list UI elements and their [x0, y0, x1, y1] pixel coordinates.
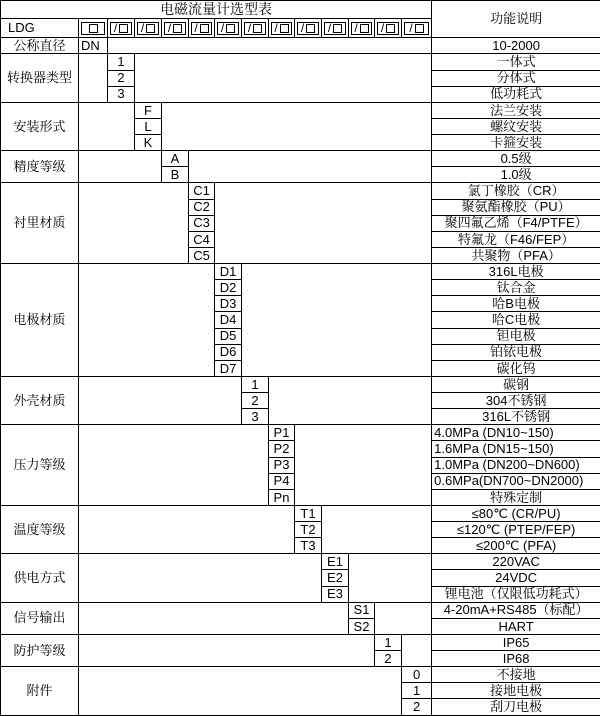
code-cell: K — [135, 135, 162, 151]
table-row — [1, 264, 600, 280]
code-box-cell — [295, 19, 322, 38]
filler-cell — [375, 602, 432, 634]
code-cell: P4 — [269, 473, 295, 489]
code-box — [137, 22, 159, 35]
code-cell: D7 — [215, 360, 242, 376]
desc-cell: 220VAC — [432, 554, 600, 570]
filler-cell — [295, 425, 432, 506]
code-cell: C3 — [189, 215, 215, 231]
table-row — [1, 425, 600, 441]
code-box — [377, 22, 399, 35]
code-box — [324, 22, 346, 35]
desc-cell: 24VDC — [432, 570, 600, 586]
filler-cell — [135, 54, 432, 102]
desc-cell: 碳钢 — [432, 376, 600, 392]
desc-cell: ≤200℃ (PFA) — [432, 538, 600, 554]
code-cell: F — [135, 102, 162, 118]
desc-cell: 聚四氟乙烯（F4/PTFE） — [432, 215, 600, 231]
desc-cell: 4.0MPa (DN10~150) — [432, 425, 600, 441]
square-placeholder-icon — [280, 24, 289, 33]
square-placeholder-icon — [173, 24, 182, 33]
table-row — [1, 38, 600, 54]
slash-separator: / — [220, 20, 225, 35]
code-cell: DN — [79, 38, 108, 54]
square-placeholder-icon — [253, 24, 262, 33]
code-cell: T3 — [295, 538, 322, 554]
square-placeholder-icon — [333, 24, 342, 33]
code-cell: C1 — [189, 183, 215, 199]
table-row — [1, 667, 600, 683]
group-label: 外壳材质 — [1, 376, 79, 424]
desc-cell: 碳化钨 — [432, 360, 600, 376]
code-cell: 2 — [375, 651, 402, 667]
code-cell: C2 — [189, 199, 215, 215]
group-label: 安装形式 — [1, 102, 79, 150]
code-cell: D6 — [215, 344, 242, 360]
slash-separator: / — [274, 20, 278, 35]
code-cell: 3 — [242, 409, 269, 425]
filler-cell — [349, 554, 432, 602]
code-cell: 1 — [402, 683, 432, 699]
table-row — [1, 54, 600, 70]
desc-cell: 卡箍安装 — [432, 135, 600, 151]
square-placeholder-icon — [386, 24, 395, 33]
square-placeholder-icon — [360, 24, 369, 33]
desc-cell: 特殊定制 — [432, 489, 600, 505]
code-cell: A — [162, 151, 189, 167]
code-cell: P2 — [269, 441, 295, 457]
code-cell: P3 — [269, 457, 295, 473]
code-box-cell — [108, 19, 135, 38]
code-cell: T1 — [295, 505, 322, 521]
group-label: 信号输出 — [1, 602, 79, 634]
code-box — [297, 22, 319, 35]
desc-cell: 10-2000 — [432, 38, 600, 54]
code-cell: 2 — [242, 393, 269, 409]
code-cell: 2 — [402, 699, 432, 716]
square-placeholder-icon — [89, 24, 98, 33]
slash-separator: / — [247, 20, 252, 35]
desc-cell: 接地电极 — [432, 683, 600, 699]
code-cell: E3 — [322, 586, 349, 602]
group-label: 压力等级 — [1, 425, 79, 506]
desc-cell: 铂铱电极 — [432, 344, 600, 360]
code-cell: 1 — [242, 376, 269, 392]
group-label: 公称直径 — [1, 38, 79, 54]
code-cell: 3 — [108, 86, 135, 102]
code-box-cell — [269, 19, 295, 38]
code-cell: 0 — [402, 667, 432, 683]
desc-cell: 特氟龙（F46/FEP） — [432, 231, 600, 247]
filler-cell — [162, 102, 432, 150]
desc-cell: 刮刀电极 — [432, 699, 600, 716]
slash-separator: / — [409, 20, 413, 35]
filler-cell — [189, 151, 432, 183]
filler-cell — [79, 54, 108, 102]
slash-separator: / — [380, 20, 385, 35]
code-cell: B — [162, 167, 189, 183]
filler-cell — [79, 505, 295, 553]
code-cell: D5 — [215, 328, 242, 344]
desc-cell: 1.0MPa (DN200~DN600) — [432, 457, 600, 473]
slash-separator: / — [300, 20, 305, 35]
group-label: 温度等级 — [1, 505, 79, 553]
desc-cell: 螺纹安装 — [432, 118, 600, 134]
desc-cell: 钽电极 — [432, 328, 600, 344]
table-row — [1, 602, 600, 618]
code-box — [244, 22, 266, 35]
square-placeholder-icon — [306, 24, 315, 33]
square-placeholder-icon — [226, 24, 235, 33]
desc-cell: 共聚物（PFA） — [432, 247, 600, 263]
code-box-cell — [349, 19, 375, 38]
code-box-cell — [402, 19, 432, 38]
code-cell: 1 — [375, 634, 402, 650]
desc-cell: IP68 — [432, 651, 600, 667]
code-cell: D1 — [215, 264, 242, 280]
code-cell: D3 — [215, 296, 242, 312]
code-box — [164, 22, 186, 35]
slash-separator: / — [113, 20, 118, 35]
slash-separator: / — [354, 20, 358, 35]
slash-separator: / — [167, 20, 172, 35]
desc-cell: ≤80℃ (CR/PU) — [432, 505, 600, 521]
desc-cell: 0.6MPa(DN700~DN2000) — [432, 473, 600, 489]
code-box-cell — [162, 19, 189, 38]
page-title: 电磁流量计选型表 — [1, 1, 432, 19]
filler-cell — [79, 602, 349, 634]
desc-cell: 氯丁橡胶（CR） — [432, 183, 600, 199]
group-label: 附件 — [1, 667, 79, 716]
code-cell: S2 — [349, 618, 375, 634]
filler-cell — [322, 505, 432, 553]
table-row — [1, 376, 600, 392]
filler-cell — [242, 264, 432, 377]
filler-cell — [79, 634, 375, 666]
filler-cell — [79, 264, 215, 377]
desc-cell: 0.5级 — [432, 151, 600, 167]
desc-cell: 不接地 — [432, 667, 600, 683]
desc-cell: 316L电极 — [432, 264, 600, 280]
slash-separator: / — [194, 20, 198, 35]
desc-cell: 锂电池（仅限低功耗式） — [432, 586, 600, 602]
code-cell: C5 — [189, 247, 215, 263]
code-cell: D4 — [215, 312, 242, 328]
code-cell: T2 — [295, 522, 322, 538]
code-box-cell — [242, 19, 269, 38]
filler-cell — [402, 634, 432, 666]
desc-cell: IP65 — [432, 634, 600, 650]
group-label: 防护等级 — [1, 634, 79, 666]
filler-cell — [79, 425, 269, 506]
desc-cell: 钛合金 — [432, 280, 600, 296]
table-row — [1, 634, 600, 650]
code-box-cell — [375, 19, 402, 38]
table-row — [1, 505, 600, 521]
table-row — [1, 183, 600, 199]
desc-cell: 分体式 — [432, 70, 600, 86]
code-box — [271, 22, 292, 35]
table-row — [1, 102, 600, 118]
filler-cell — [108, 38, 432, 54]
desc-cell: 1.6MPa (DN15~150) — [432, 441, 600, 457]
code-box — [404, 22, 429, 35]
desc-cell: 法兰安装 — [432, 102, 600, 118]
group-label: 电极材质 — [1, 264, 79, 377]
filler-cell — [79, 151, 162, 183]
group-label: 精度等级 — [1, 151, 79, 183]
group-label: 转换器类型 — [1, 54, 79, 102]
desc-cell: HART — [432, 618, 600, 634]
filler-cell — [79, 554, 322, 602]
desc-cell: 哈C电极 — [432, 312, 600, 328]
desc-cell: 304不锈钢 — [432, 393, 600, 409]
code-box — [351, 22, 372, 35]
code-box-cell — [215, 19, 242, 38]
desc-cell: 低功耗式 — [432, 86, 600, 102]
square-placeholder-icon — [415, 24, 424, 33]
code-cell: 1 — [108, 54, 135, 70]
filler-cell — [79, 667, 402, 716]
function-column-header: 功能说明 — [432, 1, 600, 38]
model-box — [81, 22, 105, 35]
desc-cell: 316L不锈钢 — [432, 409, 600, 425]
code-cell: P1 — [269, 425, 295, 441]
code-cell: D2 — [215, 280, 242, 296]
square-placeholder-icon — [146, 24, 155, 33]
code-box — [191, 22, 212, 35]
desc-cell: 4-20mA+RS485（标配） — [432, 602, 600, 618]
code-box — [217, 22, 239, 35]
desc-cell: 1.0级 — [432, 167, 600, 183]
group-label: 衬里材质 — [1, 183, 79, 264]
group-label: 供电方式 — [1, 554, 79, 602]
square-placeholder-icon — [119, 24, 128, 33]
code-cell: S1 — [349, 602, 375, 618]
table-row — [1, 1, 600, 19]
slash-separator: / — [140, 20, 145, 35]
model-box-cell — [79, 19, 108, 38]
square-placeholder-icon — [200, 24, 209, 33]
filler-cell — [215, 183, 432, 264]
table-row — [1, 554, 600, 570]
code-cell: E1 — [322, 554, 349, 570]
desc-cell: 一体式 — [432, 54, 600, 70]
desc-cell: 聚氨酯橡胶（PU） — [432, 199, 600, 215]
code-cell: 2 — [108, 70, 135, 86]
table-row — [1, 151, 600, 167]
code-cell: E2 — [322, 570, 349, 586]
code-cell: L — [135, 118, 162, 134]
code-box-cell — [135, 19, 162, 38]
code-box-cell — [189, 19, 215, 38]
desc-cell: 哈B电极 — [432, 296, 600, 312]
code-cell: C4 — [189, 231, 215, 247]
desc-cell: ≤120℃ (PTEP/FEP) — [432, 522, 600, 538]
code-cell: Pn — [269, 489, 295, 505]
filler-cell — [79, 183, 189, 264]
slash-separator: / — [327, 20, 332, 35]
code-box-cell — [322, 19, 349, 38]
filler-cell — [79, 376, 242, 424]
filler-cell — [79, 102, 135, 150]
model-prefix: LDG — [1, 19, 79, 38]
code-box — [110, 22, 132, 35]
filler-cell — [269, 376, 432, 424]
